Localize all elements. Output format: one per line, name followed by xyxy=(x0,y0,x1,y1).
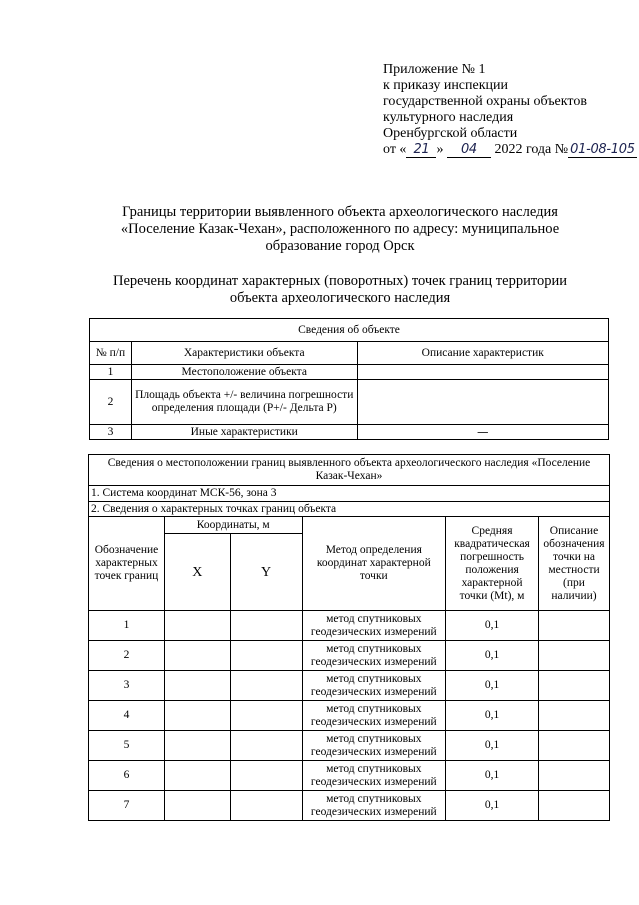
point-id: 4 xyxy=(89,701,165,731)
point-y xyxy=(230,731,302,761)
table-row xyxy=(89,701,610,731)
point-x xyxy=(164,731,230,761)
appendix-line: государственной охраны объектов xyxy=(383,94,587,109)
appendix-line: к приказу инспекции xyxy=(383,78,509,93)
document-title: Границы территории выявленного объекта археологического наследия «Поселение Казак-Чехан», расположенного по адресу: муниципальное образование город Орск xyxy=(120,204,560,254)
boundary-table-header: Сведения о местоположении границ выявленного объекта археологического наследия «Поселение Казак-Чехан» xyxy=(89,455,610,486)
point-method: метод спутниковых геодезических измерений xyxy=(302,731,446,761)
point-error: 0,1 xyxy=(446,761,539,791)
table-row xyxy=(89,731,610,761)
point-marking xyxy=(539,641,610,671)
appendix-line: Оренбургской области xyxy=(383,126,518,141)
point-y xyxy=(230,761,302,791)
table-row xyxy=(89,671,610,701)
point-marking xyxy=(539,701,610,731)
coordinate-system: 1. Система координат МСК-56, зона 3 xyxy=(89,486,610,502)
row-number: 1 xyxy=(90,365,132,380)
point-method: метод спутниковых геодезических измерений xyxy=(302,791,446,821)
col-header-error: Средняя квадратическая погрешность положения характерной точки (Mt), м xyxy=(446,517,539,611)
appendix-line: культурного наследия xyxy=(383,110,514,125)
point-error: 0,1 xyxy=(446,611,539,641)
point-x xyxy=(164,791,230,821)
point-x xyxy=(164,671,230,701)
point-x xyxy=(164,641,230,671)
point-id: 6 xyxy=(89,761,165,791)
table-row xyxy=(90,365,609,380)
date-year-text: 2022 года № xyxy=(494,142,569,157)
point-id: 7 xyxy=(89,791,165,821)
row-description: — xyxy=(357,425,608,440)
point-method: метод спутниковых геодезических измерений xyxy=(302,641,446,671)
col-header-method: Метод определения координат характерной точки xyxy=(302,517,446,611)
col-header-point: Обозначение характерных точек границ xyxy=(89,517,165,611)
point-y xyxy=(230,641,302,671)
col-header-x: X xyxy=(164,534,230,611)
object-table-header: Сведения об объекте xyxy=(90,319,609,342)
row-characteristic: Местоположение объекта xyxy=(131,365,357,380)
point-marking xyxy=(539,731,610,761)
row-description xyxy=(357,380,608,425)
point-x xyxy=(164,611,230,641)
table-row xyxy=(90,380,609,425)
point-x xyxy=(164,701,230,731)
table-row xyxy=(89,761,610,791)
point-y xyxy=(230,791,302,821)
point-id: 3 xyxy=(89,671,165,701)
point-y xyxy=(230,611,302,641)
col-header-y: Y xyxy=(230,534,302,611)
appendix-line: Приложение № 1 xyxy=(383,62,486,77)
point-y xyxy=(230,701,302,731)
point-error: 0,1 xyxy=(446,791,539,821)
row-number: 2 xyxy=(90,380,132,425)
col-header-coords: Координаты, м xyxy=(164,517,302,534)
table-row xyxy=(90,425,609,440)
point-error: 0,1 xyxy=(446,731,539,761)
doc-number-handwritten: 01-08-105 xyxy=(570,142,635,157)
date-mid: » xyxy=(436,142,444,157)
point-method: метод спутниковых геодезических измерений xyxy=(302,761,446,791)
point-error: 0,1 xyxy=(446,701,539,731)
row-description xyxy=(357,365,608,380)
column-header: Характеристики объекта xyxy=(131,342,357,365)
document-subtitle: Перечень координат характерных (поворотных) точек границ территории объекта археологического наследия xyxy=(112,273,568,306)
point-error: 0,1 xyxy=(446,671,539,701)
row-characteristic: Иные характеристики xyxy=(131,425,357,440)
object-info-table xyxy=(89,318,609,440)
point-method: метод спутниковых геодезических измерений xyxy=(302,611,446,641)
date-prefix: от « xyxy=(383,142,407,157)
row-characteristic: Площадь объекта +/- величина погрешности определения площади (Р+/- Дельта Р) xyxy=(131,380,357,425)
date-day-handwritten: 21 xyxy=(406,143,436,158)
point-marking xyxy=(539,761,610,791)
table-row xyxy=(89,611,610,641)
point-error: 0,1 xyxy=(446,641,539,671)
point-id: 2 xyxy=(89,641,165,671)
row-number: 3 xyxy=(90,425,132,440)
point-id: 1 xyxy=(89,611,165,641)
column-header: № п/п xyxy=(90,342,132,365)
boundary-points-table xyxy=(88,454,610,821)
point-marking xyxy=(539,611,610,641)
point-id: 5 xyxy=(89,731,165,761)
date-month-handwritten: 04 xyxy=(447,143,491,158)
col-header-marking: Описание обозначения точки на местности (при наличии) xyxy=(539,517,610,611)
column-header: Описание характеристик xyxy=(357,342,608,365)
point-marking xyxy=(539,791,610,821)
appendix-date-line xyxy=(383,142,633,158)
point-x xyxy=(164,761,230,791)
table-row xyxy=(89,641,610,671)
point-method: метод спутниковых геодезических измерений xyxy=(302,701,446,731)
table-row xyxy=(89,791,610,821)
point-method: метод спутниковых геодезических измерений xyxy=(302,671,446,701)
point-marking xyxy=(539,671,610,701)
point-y xyxy=(230,671,302,701)
appendix-block xyxy=(383,62,633,158)
points-section-title: 2. Сведения о характерных точках границ объекта xyxy=(89,502,610,517)
